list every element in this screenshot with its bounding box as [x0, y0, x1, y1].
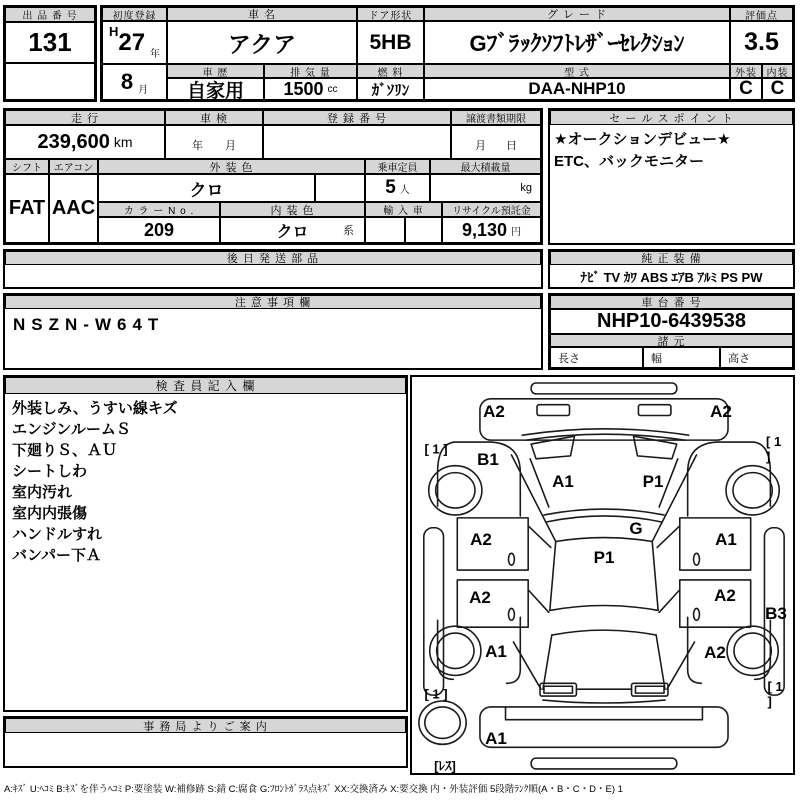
reg-number-value — [263, 125, 451, 159]
sales-point-line: ETC、バックモニター — [554, 153, 705, 170]
diagram-mark-hood-right: P1 — [642, 472, 664, 491]
later-parts-label: 後 日 発 送 部 品 — [5, 251, 541, 265]
inspector-note-line: 外装しみ、うすい線キズ — [12, 400, 178, 417]
diagram-mark-roof: P1 — [593, 548, 615, 567]
diagram-mark-front-bumper-right: A2 — [710, 402, 732, 421]
ext-color-label: 外 装 色 — [98, 159, 365, 174]
interior-grade: C — [762, 78, 793, 100]
diagram-mark-windshield: G — [629, 519, 643, 538]
office-label: 事 務 局 よ り ご 案 内 — [5, 718, 406, 733]
grade-value: Gﾌﾞﾗｯｸｿﾌﾄﾚｻﾞｰｾﾚｸｼｮﾝ — [424, 21, 730, 64]
fuel-label: 燃 料 — [357, 64, 424, 78]
shift-value: FAT — [5, 174, 49, 243]
lot-box — [3, 5, 97, 102]
car-name-label: 車 名 — [167, 7, 357, 21]
recycle-deposit-value: 9,130 円 — [442, 217, 541, 243]
chassis-number: NHP10-6439538 — [550, 309, 793, 334]
color-no-label: カ ラ ー N o . — [98, 202, 220, 217]
door-shape-label: ドア形状 — [357, 7, 424, 21]
inspector-note-line: 下廻りＳ、ＡＵ — [12, 442, 118, 459]
int-color-label: 内 装 色 — [220, 202, 365, 217]
diagram-mark-rear-quarter-left: A1 — [485, 642, 507, 661]
first-registration-year: H 27 年 — [102, 21, 167, 64]
lot-number: 131 — [5, 22, 95, 63]
recycle-deposit-label: リサイクル預託金 — [442, 202, 541, 217]
displacement-value: 1500 cc — [264, 78, 357, 100]
mileage-label: 走 行 — [5, 110, 165, 125]
equipment-label: 純 正 装 備 — [550, 251, 793, 265]
car-diagram-box — [410, 375, 795, 775]
inspection-due-label: 車 検 — [165, 110, 263, 125]
import-car-label: 輸 入 車 — [365, 202, 442, 217]
mileage-value: 239,600 km — [5, 125, 165, 159]
transfer-deadline-value: 月 日 — [451, 125, 541, 159]
inspection-due-value: 年 月 — [165, 125, 263, 159]
history-value: 自家用 — [167, 78, 264, 100]
door-shape: 5HB — [357, 21, 424, 64]
equipment-value: ﾅﾋﾞ TV ｶﾜ ABS ｴｱB ｱﾙﾐ PS PW — [550, 265, 793, 287]
diagram-mark-rear-bumper: A1 — [485, 729, 507, 748]
grade-label: グ レ ー ド — [424, 7, 730, 21]
int-color-suffix: 系 — [343, 225, 354, 237]
office-box — [3, 716, 408, 768]
inspector-note-line: シートしわ — [12, 463, 88, 480]
diagram-mark-rear-door-left: A2 — [469, 588, 491, 607]
chassis-box — [548, 293, 795, 370]
inspector-box — [3, 375, 408, 712]
max-load-label: 最大積載量 — [430, 159, 541, 174]
notes-value: NSZN-W64T — [13, 315, 165, 334]
car-diagram-labels — [412, 377, 793, 773]
diagram-mark-rear-edge-right: B3 — [765, 604, 787, 623]
later-parts-box — [3, 249, 543, 289]
lot-label: 出 品 番 号 — [5, 7, 95, 22]
diagram-mark-tire-front-left: [ 1 ] — [424, 441, 448, 457]
model-code-label: 型 式 — [424, 64, 730, 78]
diagram-mark-tire-rear-right: [ 1 ] — [767, 679, 783, 709]
diagram-mark-tire-front-right: [ 1 ] — [766, 434, 782, 464]
score-value: 3.5 — [730, 21, 793, 64]
sales-point-line: ★オークションデビュー★ — [554, 131, 731, 148]
sales-point-box — [548, 108, 795, 245]
diagram-mark-front-bumper-left: A2 — [483, 402, 505, 421]
inspector-notes — [12, 398, 178, 566]
later-parts-value — [5, 265, 541, 287]
header-table — [100, 5, 795, 102]
inspector-note-line: ハンドルすれ — [12, 526, 103, 543]
lot-empty-cell — [5, 63, 95, 100]
exterior-grade-label: 外装 — [730, 64, 762, 78]
car-name: アクア — [167, 21, 357, 64]
shift-label: シフト — [5, 159, 49, 174]
transfer-deadline-label: 譲渡書類期限 — [451, 110, 541, 125]
office-value — [5, 733, 406, 766]
diagram-mark-rear-door-right: A2 — [714, 586, 736, 605]
info-table — [3, 108, 543, 245]
spec-width: 幅 — [643, 347, 720, 368]
capacity-value: 5 人 — [365, 174, 430, 202]
spec-height: 高さ — [720, 347, 793, 368]
reg-number-label: 登 録 番 号 — [263, 110, 451, 125]
diagram-mark-front-fender-left: B1 — [477, 450, 499, 469]
footer-legend: A:ｷｽﾞ U:ﾍｺﾐ B:ｷｽﾞを伴うﾍｺﾐ P:要塗装 W:補修跡 S:錆 C:腐食 G:ﾌﾛﾝﾄｶﾞﾗｽ点ｷｽﾞ XX:交換済み X:要交換 内・外装評価 5段階ﾗﾝｸ順(A・B・C・D・E) 1 — [4, 784, 623, 795]
specs-label: 諸 元 — [550, 334, 793, 347]
model-code: DAA-NHP10 — [424, 78, 730, 100]
diagram-mark-hood-left: A1 — [552, 472, 574, 491]
aircon-value: AAC — [49, 174, 98, 243]
notes-box — [3, 293, 543, 370]
exterior-grade: C — [730, 78, 762, 100]
diagram-mark-spare-tire: [ﾚｽ] — [434, 758, 456, 774]
color-no-value: 209 — [98, 217, 220, 243]
era-mark: H — [108, 24, 119, 39]
diagram-mark-front-door-left: A2 — [470, 530, 492, 549]
inspector-label: 検 査 員 記 入 欄 — [5, 377, 406, 394]
interior-grade-label: 内装 — [762, 64, 793, 78]
aircon-label: エアコン — [49, 159, 98, 174]
diagram-mark-tire-rear-left: [ 1 ] — [424, 686, 448, 702]
import-car-cell-1 — [365, 217, 405, 243]
displacement-label: 排 気 量 — [264, 64, 357, 78]
score-label: 評価点 — [730, 7, 793, 21]
import-car-cell-2 — [405, 217, 442, 243]
inspector-note-line: エンジンルームＳ — [12, 421, 131, 438]
first-registration-month: 8 月 — [102, 64, 167, 100]
first-registration-label: 初度登録 — [102, 7, 167, 21]
ext-color-extra-cell — [315, 174, 365, 202]
diagram-mark-rear-quarter-right: A2 — [704, 643, 726, 662]
capacity-label: 乗車定員 — [365, 159, 430, 174]
notes-label: 注 意 事 項 欄 — [5, 295, 541, 309]
diagram-mark-front-door-right: A1 — [715, 530, 737, 549]
inspector-note-line: 室内汚れ — [12, 484, 73, 501]
inspector-note-line: 室内内張傷 — [12, 505, 88, 522]
chassis-label: 車 台 番 号 — [550, 295, 793, 309]
spec-length: 長さ — [550, 347, 643, 368]
history-label: 車 歴 — [167, 64, 264, 78]
ext-color-value: クロ — [98, 174, 315, 202]
sales-point-label: セ ー ル ス ポ イ ン ト — [550, 110, 793, 125]
fuel-value: ｶﾞｿﾘﾝ — [357, 78, 424, 100]
inspector-note-line: バンパー下Ａ — [12, 547, 101, 564]
equipment-box — [548, 249, 795, 289]
sales-point-content — [554, 129, 731, 173]
max-load-value: kg — [430, 174, 541, 202]
int-color-value: クロ 系 — [220, 217, 365, 243]
